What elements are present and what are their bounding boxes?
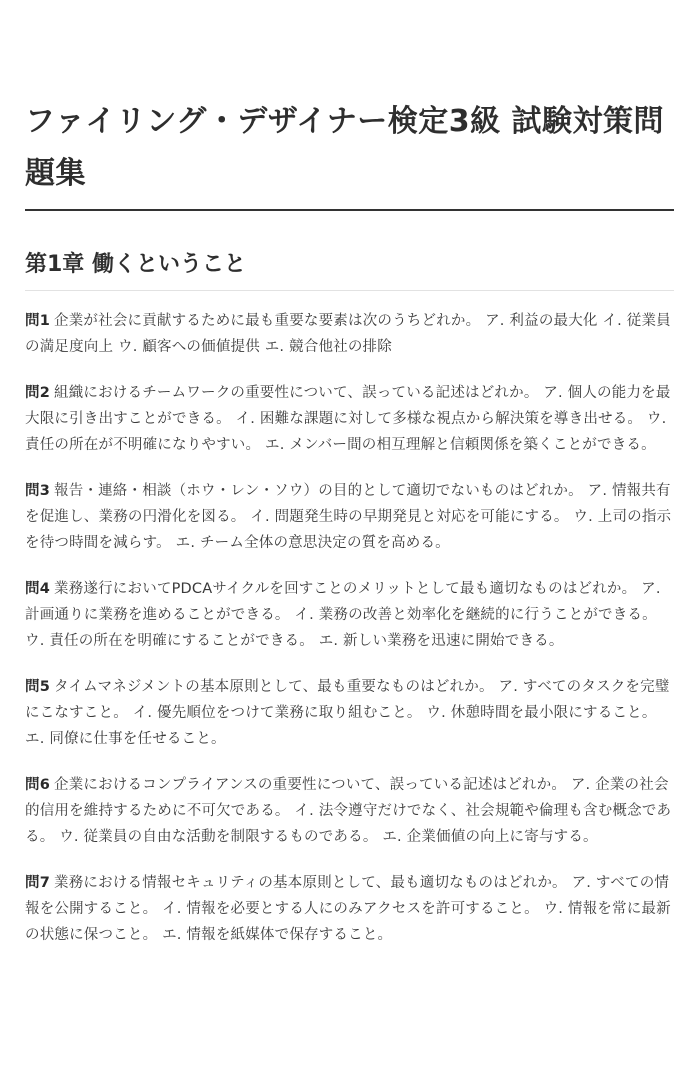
question-text: タイムマネジメントの基本原則として、最も重要なものはどれか。 ア. すべてのタスクを完璧にこなすこと。 イ. 優先順位をつけて業務に取り組むこと。 ウ. 休憩時間を最小限にすること。 エ. 同僚に仕事を任せること。 — [25, 679, 670, 747]
question-item — [25, 674, 674, 752]
question-item — [25, 772, 674, 850]
chapter-title: 第1章 働くということ — [25, 252, 246, 277]
question-number: 問2 — [25, 385, 50, 401]
question-item — [25, 576, 674, 654]
title-divider — [25, 209, 674, 211]
chapter-divider — [25, 290, 674, 291]
question-list — [25, 308, 674, 948]
question-item — [25, 308, 674, 360]
question-number: 問5 — [25, 679, 50, 695]
document-title: ファイリング・デザイナー検定3級 試験対策問題集 — [25, 104, 665, 191]
question-number: 問3 — [25, 483, 50, 499]
question-item — [25, 870, 674, 948]
question-text: 企業におけるコンプライアンスの重要性について、誤っている記述はどれか。 ア. 企業の社会的信用を維持するために不可欠である。 イ. 法令遵守だけでなく、社会規範や倫理も含む概念である。 ウ. 従業員の自由な活動を制限するものである。 エ. 企業価値の向上に寄与する。 — [25, 777, 672, 845]
question-number: 問4 — [25, 581, 50, 597]
question-item — [25, 380, 674, 458]
question-text: 業務遂行においてPDCAサイクルを回すことのメリットとして最も適切なものはどれか。 ア. 計画通りに業務を進めることができる。 イ. 業務の改善と効率化を継続的に行うことができる。 ウ. 責任の所在を明確にすることができる。 エ. 新しい業務を迅速に開始できる。 — [25, 581, 661, 649]
question-number: 問1 — [25, 313, 50, 329]
question-item — [25, 478, 674, 556]
question-text: 報告・連絡・相談（ホウ・レン・ソウ）の目的として適切でないものはどれか。 ア. 情報共有を促進し、業務の円滑化を図る。 イ. 問題発生時の早期発見と対応を可能にする。 ウ. 上司の指示を待つ時間を減らす。 エ. チーム全体の意思決定の質を高める。 — [25, 483, 672, 551]
question-text: 組織におけるチームワークの重要性について、誤っている記述はどれか。 ア. 個人の能力を最大限に引き出すことができる。 イ. 困難な課題に対して多様な視点から解決策を導き出せる。 ウ. 責任の所在が不明確になりやすい。 エ. メンバー間の相互理解と信頼関係を築くことができる。 — [25, 385, 671, 453]
question-text: 企業が社会に貢献するために最も重要な要素は次のうちどれか。 ア. 利益の最大化 イ. 従業員の満足度向上 ウ. 顧客への価値提供 エ. 競合他社の排除 — [25, 313, 671, 355]
question-text: 業務における情報セキュリティの基本原則として、最も適切なものはどれか。 ア. すべての情報を公開すること。 イ. 情報を必要とする人にのみアクセスを許可すること。 ウ. 情報を常に最新の状態に保つこと。 エ. 情報を紙媒体で保存すること。 — [25, 875, 671, 943]
question-number: 問7 — [25, 875, 50, 891]
question-number: 問6 — [25, 777, 50, 793]
